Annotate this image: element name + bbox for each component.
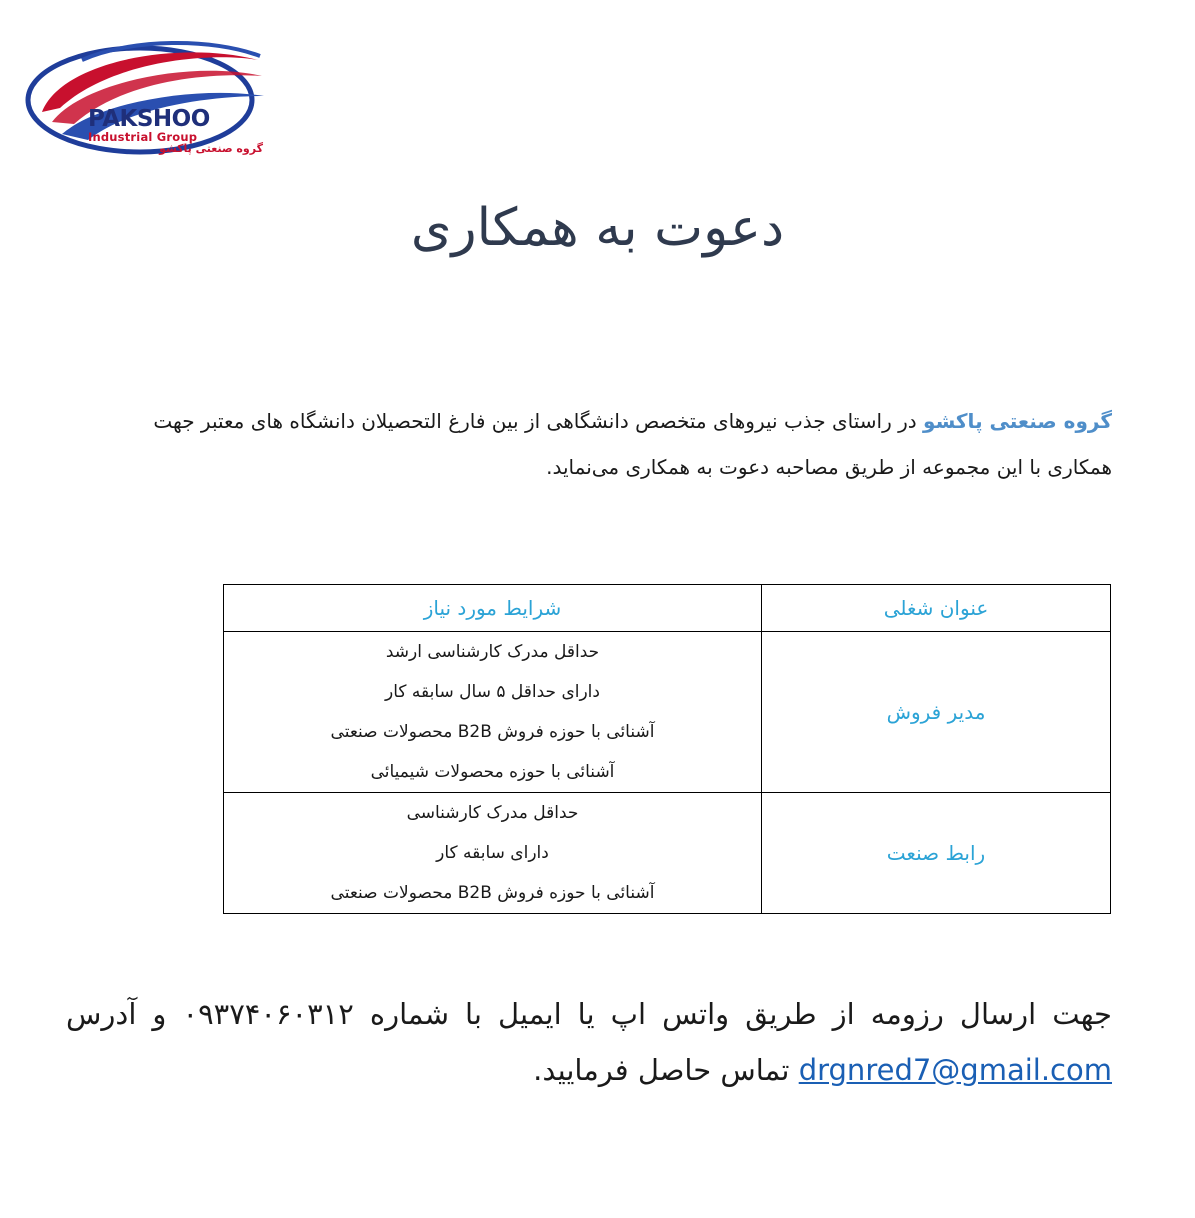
header-requirements: شرایط مورد نیاز [224, 585, 762, 632]
requirement-line: آشنائی با حوزه فروش B2B محصولات صنعتی [330, 722, 655, 742]
intro-text: در راستای جذب نیروهای متخصص دانشگاهی از بین فارغ التحصیلان دانشگاه های معتبر جهت همکاری با این مجموعه از طریق مصاحبه دعوت به همکاری می‌نماید. [153, 409, 1112, 479]
header-job-title: عنوان شغلی [762, 585, 1111, 632]
requirement-line: آشنائی با حوزه فروش B2B محصولات صنعتی [330, 883, 655, 903]
contact-paragraph [66, 986, 1112, 1098]
requirements-cell [224, 793, 762, 914]
intro-paragraph [110, 398, 1112, 490]
requirement-line: آشنائی با حوزه محصولات شیمیائی [370, 762, 615, 782]
intro-company-name: گروه صنعتی پاکشو [923, 409, 1112, 433]
jobs-table [223, 584, 1111, 914]
company-logo [22, 30, 270, 160]
logo-group-en: Industrial Group [88, 130, 198, 144]
page-title: دعوت به همکاری [410, 198, 785, 258]
requirement-line: دارای حداقل ۵ سال سابقه کار [385, 682, 600, 702]
job-title-cell: رابط صنعت [762, 793, 1111, 914]
contact-text-before: جهت ارسال رزومه از طریق واتس اپ یا ایمیل با شماره ۰۹۳۷۴۰۶۰۳۱۲ و آدرس [66, 997, 1112, 1031]
requirement-line: حداقل مدرک کارشناسی [406, 803, 579, 823]
requirement-line: حداقل مدرک کارشناسی ارشد [385, 642, 600, 662]
logo-group-fa: گروه صنعتی پاکشو [159, 142, 263, 155]
requirements-cell [224, 632, 762, 793]
contact-text-after: تماس حاصل فرمایید. [533, 1053, 799, 1087]
requirement-line: دارای سابقه کار [436, 843, 549, 863]
table-row [224, 793, 1111, 914]
job-title-cell: مدیر فروش [762, 632, 1111, 793]
logo-brand-text: PAKSHOO [88, 106, 210, 132]
table-row [224, 632, 1111, 793]
table-header-row [224, 585, 1111, 632]
email-link[interactable]: drgnred7@gmail.com [798, 1053, 1112, 1087]
